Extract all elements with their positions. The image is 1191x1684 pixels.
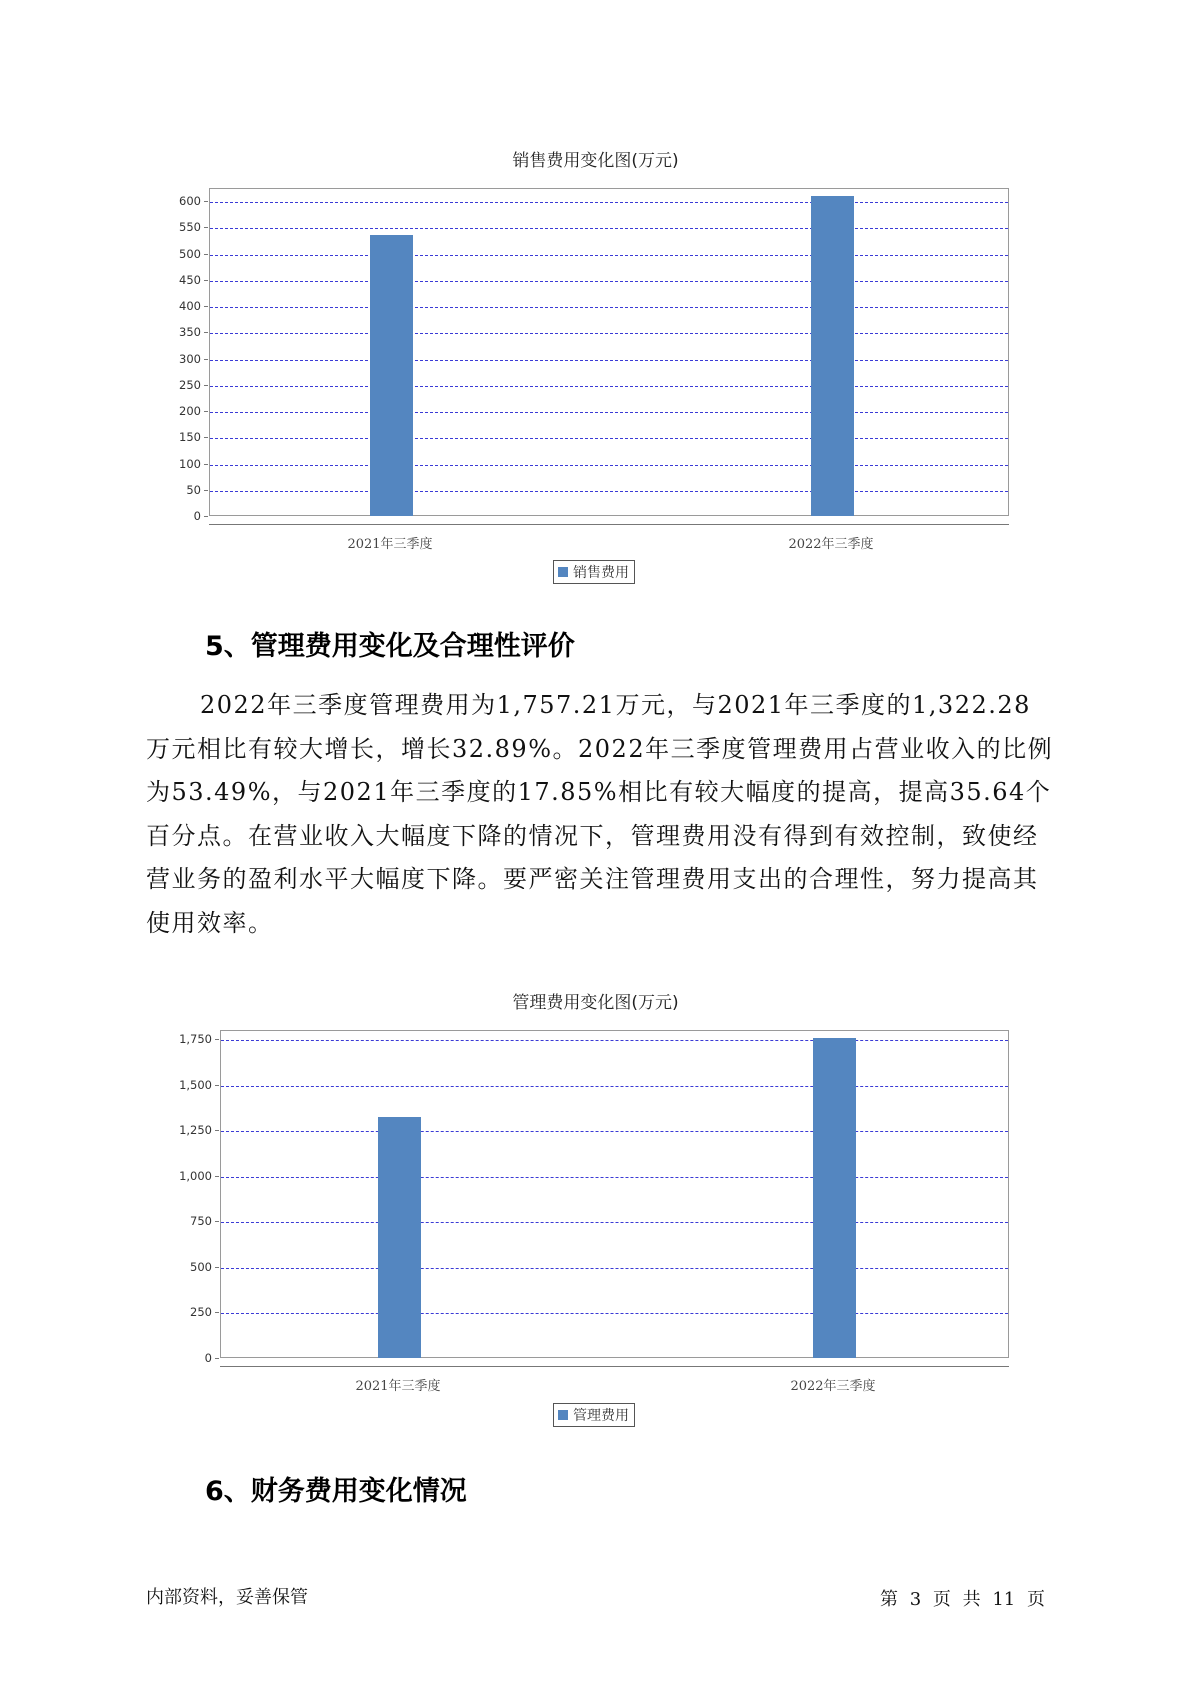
- y-tick-mark: [215, 1312, 219, 1313]
- y-tick-label: 400: [179, 299, 201, 314]
- chart-legend: [553, 1403, 635, 1427]
- y-tick-mark: [215, 1039, 219, 1040]
- gridline: [221, 1222, 1008, 1223]
- plot-area: [220, 1030, 1009, 1358]
- y-tick-mark: [215, 1221, 219, 1222]
- y-tick-label: 1,750: [179, 1032, 212, 1047]
- y-tick-label: 350: [179, 325, 201, 340]
- y-tick-label: 450: [179, 272, 201, 287]
- y-tick-mark: [215, 1267, 219, 1268]
- y-tick-label: 200: [179, 404, 201, 419]
- y-tick-label: 1,000: [179, 1168, 212, 1183]
- gridline: [221, 1131, 1008, 1132]
- y-tick-label: 100: [179, 456, 201, 471]
- x-axis-line: [220, 1366, 1009, 1367]
- section-5-heading: 5、管理费用变化及合理性评价: [205, 631, 575, 662]
- legend-label: 管理费用: [573, 1408, 629, 1424]
- legend-label: 销售费用: [573, 565, 629, 581]
- y-tick-label: 750: [190, 1214, 212, 1229]
- x-tick-label: 2022年三季度: [788, 537, 874, 552]
- chart-title: 管理费用变化图(万元): [512, 993, 679, 1013]
- chart-title: 销售费用变化图(万元): [512, 151, 679, 171]
- y-tick-label: 1,500: [179, 1077, 212, 1092]
- gridline: [221, 1086, 1008, 1087]
- y-tick-mark: [215, 1085, 219, 1086]
- y-tick-label: 0: [193, 509, 201, 523]
- gridline: [221, 1313, 1008, 1314]
- legend-swatch: [558, 1410, 568, 1420]
- y-tick-label: 600: [179, 194, 201, 209]
- y-tick-label: 50: [186, 482, 201, 497]
- bar-2021年三季度: [378, 1117, 421, 1358]
- gridline: [221, 1040, 1008, 1041]
- y-tick-label: 550: [179, 220, 201, 235]
- y-tick-label: 150: [179, 430, 201, 445]
- footer-page-number: 第 3 页 共 11 页: [880, 1589, 1045, 1610]
- x-tick-label: 2021年三季度: [355, 1379, 441, 1394]
- y-tick-label: 500: [190, 1259, 212, 1274]
- y-tick-label: 300: [179, 351, 201, 366]
- x-tick-label: 2021年三季度: [347, 537, 433, 552]
- y-tick-label: 0: [204, 1351, 212, 1365]
- y-tick-label: 500: [179, 246, 201, 261]
- x-tick-label: 2022年三季度: [790, 1379, 876, 1394]
- y-tick-label: 1,250: [179, 1123, 212, 1138]
- gridline: [221, 1177, 1008, 1178]
- section-6-heading: 6、财务费用变化情况: [205, 1476, 467, 1507]
- bar-2022年三季度: [813, 1038, 856, 1358]
- y-tick-mark: [215, 1130, 219, 1131]
- gridline: [221, 1268, 1008, 1269]
- paragraph-text: 2022年三季度管理费用为1,757.21万元，与2021年三季度的1,322.28万元相比有较大增长，增长32.89%。2022年三季度管理费用占营业收入的比例为53.49%，与2021年三季度的17.85%相比有较大幅度的提高，提高35.64个百分点。在营业收入大幅度下降的情况下，管理费用没有得到有效控制，致使经营业务的盈利水平大幅度下降。要严密关注管理费用支出的合理性，努力提高其使用效率。: [146, 691, 1054, 937]
- y-tick-label: 250: [179, 377, 201, 392]
- footer-confidential-note: 内部资料，妥善保管: [146, 1587, 308, 1608]
- y-tick-label: 250: [190, 1305, 212, 1320]
- y-tick-mark: [215, 1176, 219, 1177]
- y-tick-mark: [215, 1358, 219, 1359]
